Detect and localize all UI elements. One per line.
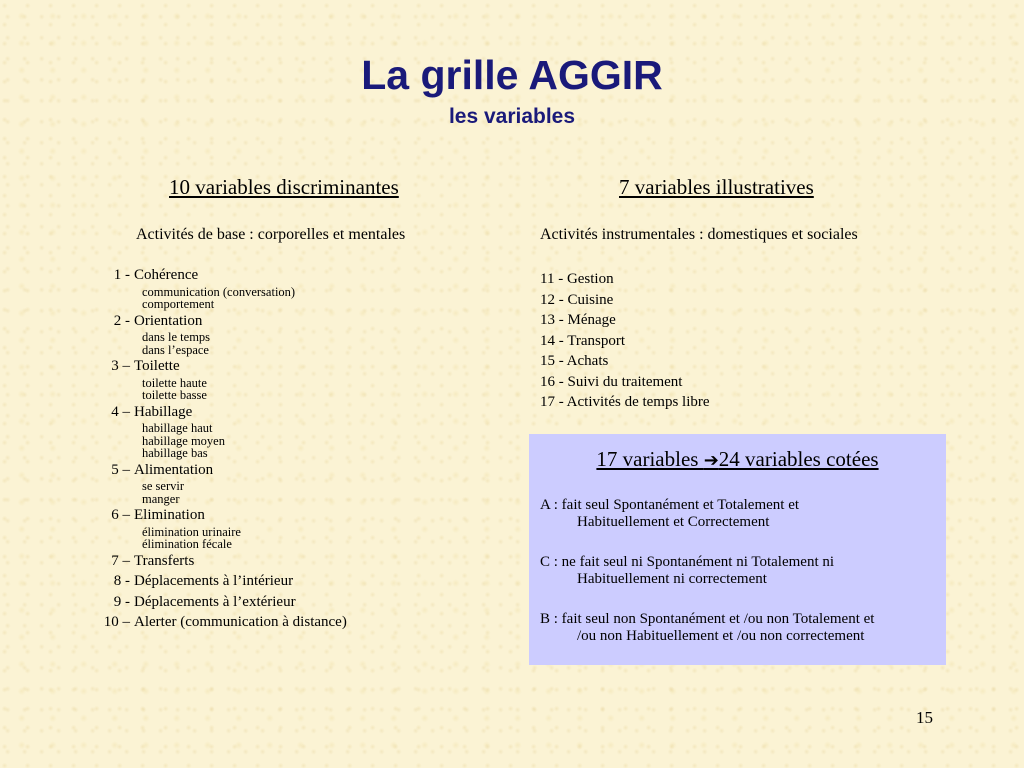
scoring-box [529, 434, 946, 665]
list-item-detail: toilette haute [142, 375, 207, 390]
score-a-description: A : fait seul Spontanément et Totalement et Habituellement et Correctement [540, 497, 800, 530]
list-item: 7 – Transferts [111, 552, 195, 569]
score-b-description: B : fait seul non Spontanément et /ou non Totalement et /ou non Habituellement et /ou non correctement [540, 611, 875, 644]
list-item: 6 – Elimination [111, 507, 205, 523]
list-item: 10 – Alerter (communication à distance) [103, 614, 347, 630]
right-column-heading: 7 variables illustratives [619, 175, 814, 199]
slide-subtitle: les variables [448, 105, 576, 128]
left-column-subheading: Activités de base : corporelles et mentales [136, 226, 406, 243]
page-number: 15 [916, 708, 933, 727]
list-item: 9 - Déplacements à l’extérieur [113, 593, 296, 610]
illustrative-variables-list [540, 269, 710, 413]
arrow-right-icon: ➔ [703, 450, 719, 471]
list-item-detail: élimination urinaire [142, 524, 241, 539]
list-item: 11 - Gestion [540, 271, 614, 287]
list-item: 1 - Cohérence [113, 267, 199, 283]
slide-title: La grille AGGIR [361, 52, 663, 98]
list-item-detail: dans le temps [142, 330, 211, 344]
list-item: 2 - Orientation [113, 312, 203, 329]
scoring-box-title: 17 variables ➔24 variables cotées [596, 447, 879, 471]
list-item-detail: habillage haut [142, 421, 213, 435]
right-column-subheading: Activités instrumentales : domestiques et sociales [540, 226, 858, 243]
list-item-detail: dans l’espace [142, 342, 209, 357]
list-item-detail: communication (conversation) [142, 284, 296, 299]
list-item: 17 - Activités de temps libre [540, 394, 710, 410]
list-item: 5 – Alimentation [111, 461, 214, 478]
list-item: 14 - Transport [540, 332, 626, 349]
list-item: 16 - Suivi du traitement [540, 373, 683, 390]
list-item: 15 - Achats [540, 353, 609, 369]
list-item-detail: habillage moyen [142, 433, 225, 448]
list-item: 8 - Déplacements à l’intérieur [113, 573, 294, 589]
list-item: 4 – Habillage [111, 403, 193, 420]
list-item-detail: manger [142, 491, 180, 506]
list-item-detail: élimination fécale [142, 537, 232, 551]
list-item: 12 - Cuisine [540, 291, 614, 308]
list-item-detail: toilette basse [142, 388, 207, 402]
list-item-detail: habillage bas [142, 446, 208, 460]
list-item: 13 - Ménage [540, 312, 616, 328]
list-item-detail: comportement [142, 297, 215, 311]
left-column-heading: 10 variables discriminantes [169, 175, 399, 199]
list-item: 3 – Toilette [111, 358, 180, 374]
discriminant-variables-list [100, 265, 500, 633]
list-item-detail: se servir [142, 479, 184, 493]
score-c-description: C : ne fait seul ni Spontanément ni Totalement ni Habituellement ni correctement [540, 554, 835, 587]
